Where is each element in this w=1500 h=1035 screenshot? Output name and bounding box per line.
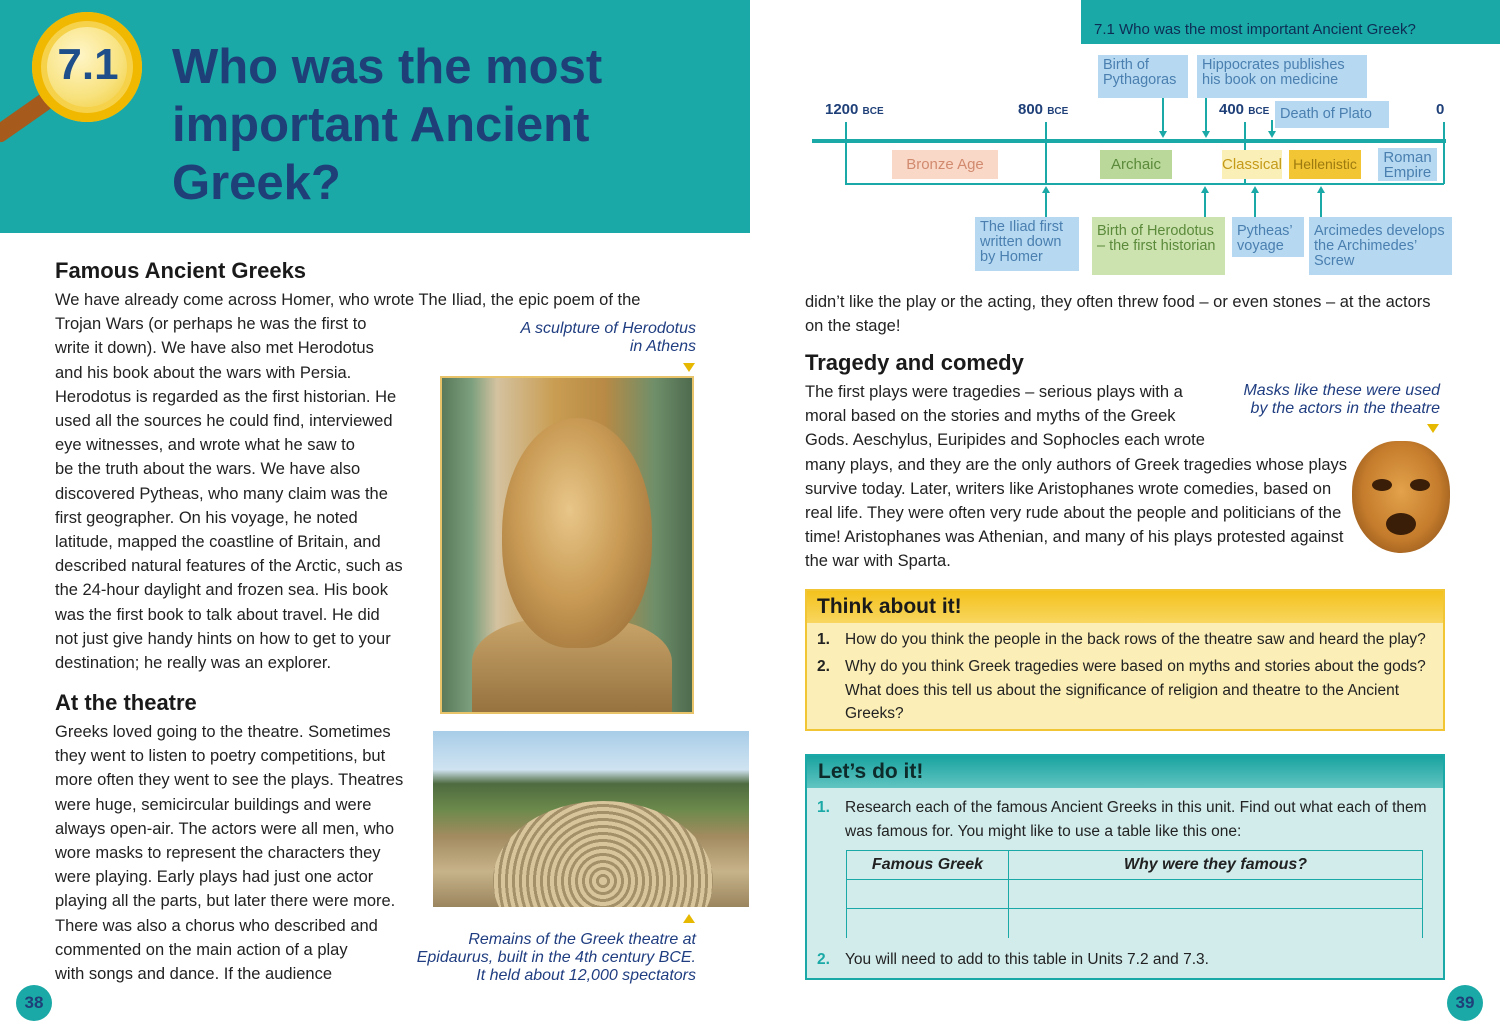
caption-line: by the actors in the theatre — [1250, 400, 1440, 417]
doit-item-1 — [845, 796, 1440, 843]
caption-pointer-down — [683, 363, 695, 372]
text-line: on the stage! — [805, 317, 901, 336]
tick-0 — [1443, 122, 1445, 184]
section-heading-famous: Famous Ancient Greeks — [55, 258, 307, 283]
event-birth-of-pythagoras: Birth of Pythagoras — [1098, 55, 1188, 98]
text-line: was the first book to talk about travel. He did — [55, 605, 380, 624]
date-0 — [1436, 101, 1444, 118]
text-line: We have already come across Homer, who wrote The Iliad, the epic poem of the — [55, 291, 641, 309]
arrow-down-icon — [1268, 131, 1276, 138]
tick-1200 — [845, 122, 847, 184]
connector — [1320, 190, 1322, 217]
page-title: Who was the most important Ancient Greek? — [172, 40, 603, 210]
item-line: Research each of the famous Ancient Greeks in this unit. Find out what each of them — [845, 799, 1427, 816]
doit-item-2-wrap — [817, 948, 1442, 974]
text-line: discovered Pytheas, who many claim was the — [55, 484, 388, 503]
doit-item-2 — [845, 948, 1440, 972]
table-header-famous-greek: Famous Greek — [846, 850, 1009, 880]
epidaurus-theatre-photo — [433, 731, 749, 907]
page-number-right: 39 — [1447, 985, 1483, 1021]
item-line: was famous for. You might like to use a table like this one: — [845, 822, 1242, 840]
sculpture-head — [502, 418, 652, 648]
arrow-down-icon — [1202, 131, 1210, 138]
caption-masks — [1220, 382, 1440, 418]
text-line: they went to listen to poetry competitions, but — [55, 747, 386, 766]
text-line: commented on the main action of a play — [55, 940, 348, 959]
text-line: were huge, semicircular buildings and were — [55, 795, 372, 814]
date-400 — [1219, 101, 1269, 118]
connector — [1205, 98, 1207, 132]
text-line: the 24-hour daylight and frozen sea. His book — [55, 581, 388, 600]
text-line: not just give handy hints on how to get to your — [55, 629, 391, 648]
text-line: were playing. Early plays had just one actor — [55, 868, 374, 887]
period-roman-empire: Roman Empire — [1378, 148, 1437, 181]
date-800 — [1018, 101, 1068, 118]
table-cell[interactable] — [1008, 879, 1423, 909]
theatre-seating — [493, 801, 713, 907]
timeline-period-baseline — [845, 183, 1444, 185]
text-line: described natural features of the Arctic, such as — [55, 557, 403, 576]
arrow-up-icon — [1042, 186, 1050, 193]
think-about-it-box — [805, 589, 1445, 731]
section-heading-tragedy: Tragedy and comedy — [805, 350, 1024, 375]
event-birth-of-herodotus: Birth of Herodotus – the first historian — [1092, 217, 1225, 275]
arrow-up-icon — [1251, 186, 1259, 193]
arrow-up-icon — [1317, 186, 1325, 193]
connector — [1162, 98, 1164, 132]
question-number: 2. — [817, 658, 830, 675]
question-number: 1. — [817, 631, 830, 648]
theatre-mask-image — [1352, 441, 1450, 553]
date-value: 1200 — [825, 101, 859, 118]
item-line: You will need to add to this table in Units 7.2 and 7.3. — [845, 951, 1209, 968]
text-line: real life. They were often very rude about the people and politicians of the — [805, 504, 1342, 523]
table-cell[interactable] — [846, 879, 1009, 909]
text-line: latitude, mapped the coastline of Britain, and — [55, 533, 381, 552]
think-title: Think about it! — [817, 595, 962, 618]
caption-line: Remains of the Greek theatre at — [468, 931, 696, 948]
text-line: and his book about the wars with Persia. — [55, 363, 352, 382]
caption-pointer-up — [683, 914, 695, 923]
date-suffix: BCE — [1248, 106, 1270, 117]
unit-number: 7.1 — [57, 40, 119, 89]
doit-title: Let’s do it! — [818, 760, 924, 783]
running-head: 7.1 Who was the most important Ancient Greek? — [1094, 21, 1416, 38]
date-value: 400 — [1219, 101, 1245, 118]
text-line: moral based on the stories and myths of the Greek — [805, 407, 1176, 426]
theatre-paragraph — [55, 720, 425, 986]
caption-pointer-down — [1427, 424, 1439, 433]
text-line: time! Aristophanes was Athenian, and many of his plays protested against — [805, 528, 1344, 547]
period-classical: Classical — [1222, 150, 1282, 179]
table-cell[interactable] — [1008, 908, 1423, 938]
question-line: Greeks? — [845, 705, 904, 722]
date-suffix: BCE — [862, 106, 884, 117]
question-line: Why do you think Greek tragedies were based on myths and stories about the gods? — [845, 658, 1426, 675]
mask-eye — [1410, 479, 1430, 491]
text-line: write it down). We have also met Herodotus — [55, 339, 374, 358]
page-number-left: 38 — [16, 985, 52, 1021]
caption-line: Epidaurus, built in the 4th century BCE. — [416, 949, 696, 966]
table-cell[interactable] — [846, 908, 1009, 938]
date-value: 800 — [1018, 101, 1044, 118]
text-line: There was also a chorus who described and — [55, 916, 378, 935]
period-archaic: Archaic — [1100, 150, 1172, 179]
text-line: The first plays were tragedies – serious plays with a — [805, 383, 1183, 401]
caption-herodotus — [440, 320, 696, 356]
question-line: What does this tell us about the significance of religion and theatre to the Ancient — [845, 681, 1400, 699]
date-1200 — [825, 101, 884, 118]
text-line: more often they went to see the plays. Theatres — [55, 771, 404, 790]
text-line: wore masks to represent the characters they — [55, 844, 381, 863]
caption-theatre — [400, 931, 696, 985]
text-line: with songs and dance. If the audience — [55, 965, 333, 984]
text-line: playing all the parts, but later there were more. — [55, 892, 396, 911]
connector — [1204, 190, 1206, 217]
text-line: first geographer. On his voyage, he noted — [55, 508, 358, 527]
question-2 — [845, 655, 1445, 726]
caption-line: Masks like these were used — [1243, 382, 1440, 399]
item-number: 1. — [817, 799, 830, 816]
herodotus-sculpture-photo — [440, 376, 694, 714]
connector — [1045, 190, 1047, 217]
doit-item-1-wrap — [817, 796, 1442, 856]
date-suffix: BCE — [1047, 106, 1069, 117]
caption-line: A sculpture of Herodotus — [520, 320, 696, 337]
event-death-of-plato: Death of Plato — [1275, 101, 1389, 128]
think-question-list — [817, 628, 1437, 728]
theatre-continued-paragraph — [805, 290, 1450, 338]
text-line: Gods. Aeschylus, Euripides and Sophocles each wrote — [805, 431, 1205, 450]
event-hippocrates: Hippocrates publishes his book on medicine — [1197, 55, 1367, 98]
period-hellenistic: Hellenistic — [1289, 150, 1361, 179]
text-line: survive today. Later, writers like Aristophanes wrote comedies, based on — [805, 479, 1332, 498]
text-line: be the truth about the wars. We have also — [55, 460, 361, 479]
lets-do-it-box — [805, 754, 1445, 980]
text-line: Greeks loved going to the theatre. Sometimes — [55, 723, 391, 741]
famous-greeks-table — [846, 850, 1423, 938]
event-archimedes-screw: Arcimedes develops the Archimedes’ Screw — [1309, 217, 1452, 275]
caption-line: in Athens — [629, 338, 696, 355]
section-heading-theatre: At the theatre — [55, 690, 197, 715]
event-pytheas-voyage: Pytheas’ voyage — [1232, 217, 1304, 257]
caption-line: It held about 12,000 spectators — [476, 967, 696, 984]
text-line: the war with Sparta. — [805, 552, 951, 571]
period-bronze-age: Bronze Age — [892, 150, 998, 179]
text-line: Herodotus is regarded as the first historian. He — [55, 387, 397, 406]
question-line: How do you think the people in the back rows of the theatre saw and heard the play? — [845, 631, 1426, 648]
timeline-axis — [812, 139, 1446, 143]
text-line: many plays, and they are the only authors of Greek tragedies whose plays — [805, 455, 1348, 474]
text-line: didn’t like the play or the acting, they often threw food – or even stones – at the actors — [805, 293, 1431, 311]
text-line: always open-air. The actors were all men, who — [55, 819, 395, 838]
connector — [1254, 190, 1256, 217]
event-iliad-written: The Iliad first written down by Homer — [975, 217, 1079, 271]
mask-eye — [1372, 479, 1392, 491]
tick-800 — [1045, 122, 1047, 184]
text-line: destination; he really was an explorer. — [55, 654, 332, 673]
date-value: 0 — [1436, 101, 1445, 118]
text-line: Trojan Wars (or perhaps he was the first to — [55, 315, 367, 334]
mask-mouth — [1386, 513, 1416, 535]
arrow-down-icon — [1159, 131, 1167, 138]
text-line: eye witnesses, and wrote what he saw to — [55, 436, 355, 455]
text-line: used all the sources he could find, interviewed — [55, 412, 393, 431]
item-number: 2. — [817, 951, 830, 968]
question-1 — [845, 628, 1445, 652]
arrow-up-icon — [1201, 186, 1209, 193]
table-header-why-famous: Why were they famous? — [1008, 850, 1423, 880]
